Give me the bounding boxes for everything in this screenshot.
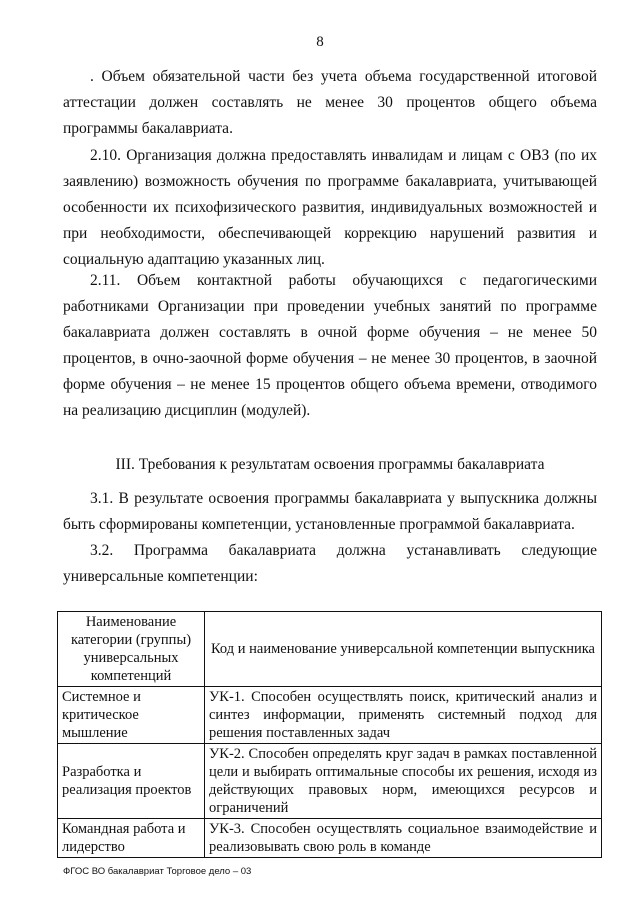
paragraph-3-1: [63, 486, 597, 538]
paragraph-2-10: [63, 143, 597, 273]
section-heading: III. Требования к результатам освоения программы бакалавриата: [115, 456, 545, 473]
table-row: [58, 744, 602, 819]
table-row: [58, 819, 602, 858]
competence-cell: УК-2. Способен определять круг задач в рамках поставленной цели и выбирать оптимальные способы их решения, исходя из действующих правовых норм, имеющихся ресурсов и ограничений: [205, 744, 602, 819]
category-cell: Системное и критическое мышление: [58, 687, 205, 744]
paragraph-text: 3.2. Программа бакалавриата должна устанавливать следующие универсальные компетенции:: [63, 542, 597, 585]
category-cell: Командная работа и лидерство: [58, 819, 205, 858]
paragraph-text: 3.1. В результате освоения программы бакалавриата у выпускника должны быть сформированы компетенции, установленные программой бакалавриата.: [63, 490, 597, 533]
paragraph-text: 2.10. Организация должна предоставлять инвалидам и лицам с ОВЗ (по их заявлению) возможность обучения по программе бакалавриата, учитывающей особенности их психофизического развития, индивидуальных возможностей и при необходимости, обеспечивающей коррекцию нарушений развития и социальную адаптацию указанных лиц.: [63, 147, 597, 268]
competence-cell: УК-3. Способен осуществлять социальное взаимодействие и реализовывать свою роль в команде: [205, 819, 602, 858]
paragraph-3-2: [63, 538, 597, 590]
competence-cell: УК-1. Способен осуществлять поиск, критический анализ и синтез информации, применять системный подход для решения поставленных задач: [205, 687, 602, 744]
header-category: Наименование категории (группы) универсальных компетенций: [58, 612, 205, 687]
page-number: 8: [316, 34, 324, 50]
competencies-table: [57, 611, 602, 858]
header-competence: Код и наименование универсальной компетенции выпускника: [205, 612, 602, 687]
paragraph-mandatory-part: [63, 64, 597, 142]
footer-note: ФГОС ВО бакалавриат Торговое дело – 03: [63, 866, 252, 877]
paragraph-2-11: [63, 268, 597, 424]
paragraph-text: 2.11. Объем контактной работы обучающихся с педагогическими работниками Организации при проведении учебных занятий по программе бакалавриата должен составлять в очной форме обучения – не менее 50 процентов, в очно-заочной форме обучения – не менее 30 процентов, в заочной форме обучения – не менее 15 процентов общего объема времени, отводимого на реализацию дисциплин (модулей).: [63, 272, 597, 419]
paragraph-text: . Объем обязательной части без учета объема государственной итоговой аттестации должен составлять не менее 30 процентов общего объема программы бакалавриата.: [63, 68, 597, 137]
category-cell: Разработка и реализация проектов: [58, 744, 205, 819]
table-header-row: [58, 612, 602, 687]
table-row: [58, 687, 602, 744]
